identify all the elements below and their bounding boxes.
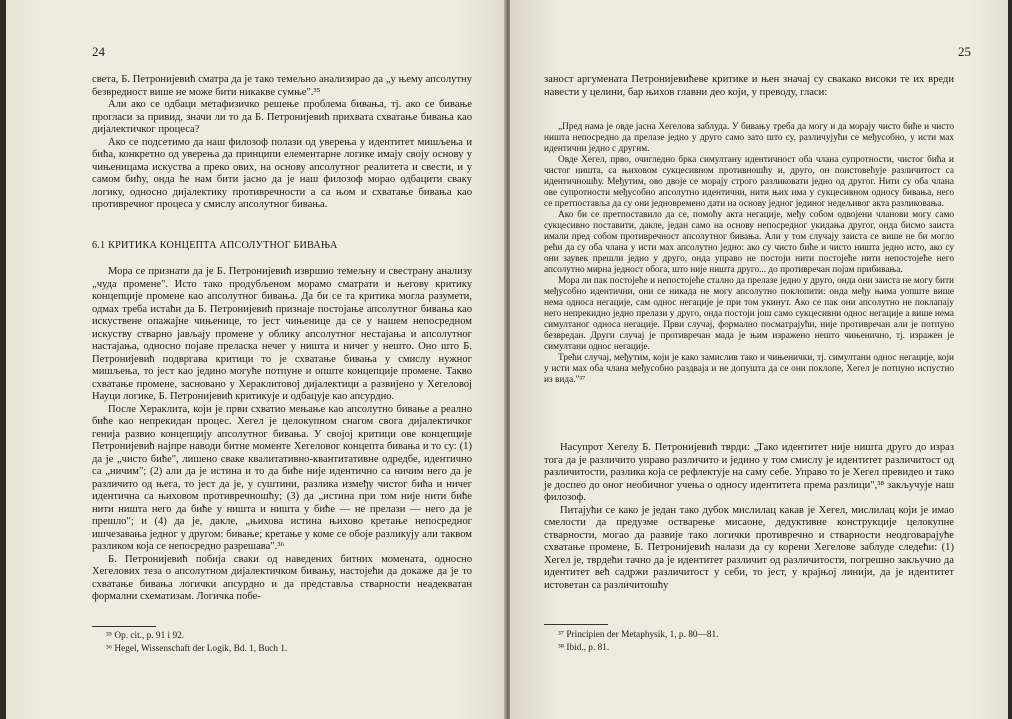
paragraph: заност аргумената Петронијевићеве критике и њен значај су свакако високи те их вреди навести у целини, бар њихов главни део који, у преводу, гласи: <box>544 74 954 98</box>
page-number: 24 <box>92 44 105 59</box>
page-number: 25 <box>958 44 971 59</box>
paragraph: Б. Петронијевић побија сваки од наведених битних момената, односно Хегелових теза о апсолутном дијалектичком бивању, настојећи да докаже да је то схватање бивања логички апсурдно и да представља стварности неадекватан формални схематизам. Логичка побе- <box>92 553 472 602</box>
text-block <box>544 74 954 99</box>
quote-paragraph: Овде Хегел, прво, очигледно брка симултану идентичност оба члана супротности, чистог бића и чистог ништа, са њиховом сукцесивном противношћу и, друго, он поистовећује различитост са идентичношћу. Међутим, ово двоје се морају строго разликовати једно од другог. Нити су оба члана ове супротности међусобно апсолутно идентични, нити њих има у сукцесивном односу бивања, него се претпоставља да су они једновремено дати на основу једног јединог недељивог акта разликовања. <box>544 155 954 209</box>
footnote-rule <box>544 624 608 625</box>
paragraph: Али ако се одбаци метафизичко решење проблема бивања, тј. ако се бивање прогласи за привид, значи ли то да Б. Петронијевић прихвата схватање бивања као дијалектичког процеса? <box>92 99 472 135</box>
right-page <box>510 0 1008 719</box>
quote-paragraph: Ако би се претпоставило да се, помоћу акта негације, међу собом одвојени чланови могу само сукцесивно поставити, дакле, један само на основу непосредног укидања другог, онда бисмо заиста имали пред собом противречност апсолутног бивања. Али у том случају заиста се више не би могло рећи да су оба члана у исти мах апсолутно једно: ако су чисто биће и чисто ништа једно исто, ако су они заувек прешли једно у друго, онда управо не постоји нити постојеће нити непостојеће него апсолутно мирна једност обога, што није ништа друго... до противречан појам прибивања. <box>544 210 954 275</box>
footnote: ³⁸ Ibid., p. 81. <box>558 643 610 653</box>
paragraph: света, Б. Петронијевић сматра да је тако темељно анализирао да „у њему апсолутну безвредност више не може бити никакве сумње".³⁵ <box>92 74 472 98</box>
quote-paragraph: Трећи случај, међутим, који је како замислив тако и чињенички, тј. симултани однос негације, који у исти мах оба члана међусобно раздваја и не допушта да се они поклопе, Хегел је потпуно испустио из вида."³⁷ <box>544 353 954 385</box>
text-block <box>544 442 954 592</box>
quote-paragraph: Мора ли пак постојеће и непостојеће стално да прелазе једно у друго, онда они заиста не могу бити међусобно идентични, они се никада не могу апсолутно поклопити: онда међу њима уопште више нема односа негације, сам однос негације је при том укинут. Ако се пак они апсолутно не поклапају него непрекидно једно прелази у друго, онда постоји још само сукцесивни однос негације а више нема симултаног односа негације. Први случај, формално посматрајући, није противречан али је потпуно безвредан. Други случај је противречан мада је њим изражено нешто чињенично, тј. изражен је симултани однос негације. <box>544 276 954 352</box>
text-block <box>92 74 472 212</box>
paragraph: Питајући се како је један тако дубок мислилац какав је Хегел, мислилац који је имао смелости да предузме остварење мисаоне, дедуктивне конструкције целокупне стварности, могао да развије тако логички противречно и стварности неодговарајуће схватање промене, Б. Петронијевић налази да су корени Хегелове заблуде следећи: (1) Хегел је, тврдећи тачно да је идентитет различит од различитости, погрешно закључио да идентитет већ садржи различитост у себи, то јест, у крајњој линији, да је идентитет истоветан са различитошћу <box>544 504 954 591</box>
left-page <box>6 0 506 719</box>
section-heading-wrap <box>92 240 472 253</box>
paragraph: Мора се признати да је Б. Петронијевић извршио темељну и свестрану анализу „чуда промене". Исто тако продубљеном морамо сматрати и његову критику концепције промене као апсолутног бивања. Да би се та критика могла разумети, одмах треба истаћи да Б. Петронијевић признаје постојање апсолутног бивања као искуствене опажајне чињенице, то јест чињенице да се у нашем непосредном искуству стварно јављају промене у облику апсолутног нестајања и апсолутног настајања, односно појаве преласка нечег у ништа и ничег у нешто. Оно што Б. Петронијевић подвргава критици то је схватање бивања у смислу нужног мишљења, то јест као једино могуће потпуне и опште концепције промене. Такво схватање промене, засновано у Хераклитовој дијалектици а развијено у Хегеловој Науци логике, Б. Петронијевић критикује и одбацује као апсурдно. <box>92 266 472 402</box>
footnote: ³⁵ Op. cit., p. 91 i 92. <box>106 631 185 641</box>
section-heading: 6.1 КРИТИКА КОНЦЕПТА АПСОЛУТНОГ БИВАЊА <box>92 240 338 251</box>
paragraph: После Хераклита, који је први схватио мењање као апсолутно бивање а реално биће као непрекидан процес. Хегел је целокупном снагом свога дијалектичког генија развио концепцију апсолутног бивања. У својој критици ове концепције Петронијевић најпре наводи битне моменте Хегеловог концепта бивања и то су: (1) да је „чисто биће", лишено сваке квалитативно-квантитативне одредбе, идентично са „ничим"; (2) али да је истина и то да биће није идентично са ничим него да је различито од њега, то јест да је, у суштини, разлика између чистог бића и ничег идентична са њиховом противречношћу; (3) да „истина при том није нити биће нити ништа него да биће у ништа и ништа у биће — не прелази — него да је прешло"; и (4) да је, дакле, „њихова истина њихово кретање непосредног ишчезавања једног у другом: бивање; кретање у коме се обоје разликују али таквом разликом која се непосредно разрешава".³⁶ <box>92 403 472 552</box>
block-quote <box>544 122 954 386</box>
text-block <box>92 266 472 604</box>
footnote-rule <box>92 626 156 627</box>
paragraph: Насупрот Хегелу Б. Петронијевић тврди: „Тако идентитет није ништа друго до израз тога да је различито управо различито и једино у том смислу је идентитет различитост од различитости, разлика која се рефлектује на саму себе. Управо то је Хегел превидео и тако је доспео до оног необичног учења о односу идентитета према разлици",³⁸ закључује наш филозоф. <box>544 442 954 503</box>
paragraph: Ако се подсетимо да наш филозоф полази од уверења у идентитет мишљења и бића, конкретно од уверења да принципи елементарне логике имају своју основу у чињеницама искуства а преко ових, на основу апсолутног реалитета и свести, и у самом бићу, онда ће нам бити јасно да је наш филозоф морао одбацити сваку логику, односно дијалектику противречности а са њом и схватање бивања као противречног процеса у смислу апсолутног бивања. <box>92 136 472 210</box>
footnote: ³⁶ Hegel, Wissenschaft der Logik, Bd. 1, Buch 1. <box>106 644 288 654</box>
footnote: ³⁷ Principien der Metaphysik, 1, p. 80—81. <box>558 630 719 640</box>
quote-paragraph: „Пред нама је овде јасна Хегелова заблуда. У бивању треба да могу и да морају чисто биће и чисто ништа непосредно да прелазе једно у друго само зато што су, различујући се међусобно, у исти мах идентични једно с другим. <box>544 122 954 154</box>
